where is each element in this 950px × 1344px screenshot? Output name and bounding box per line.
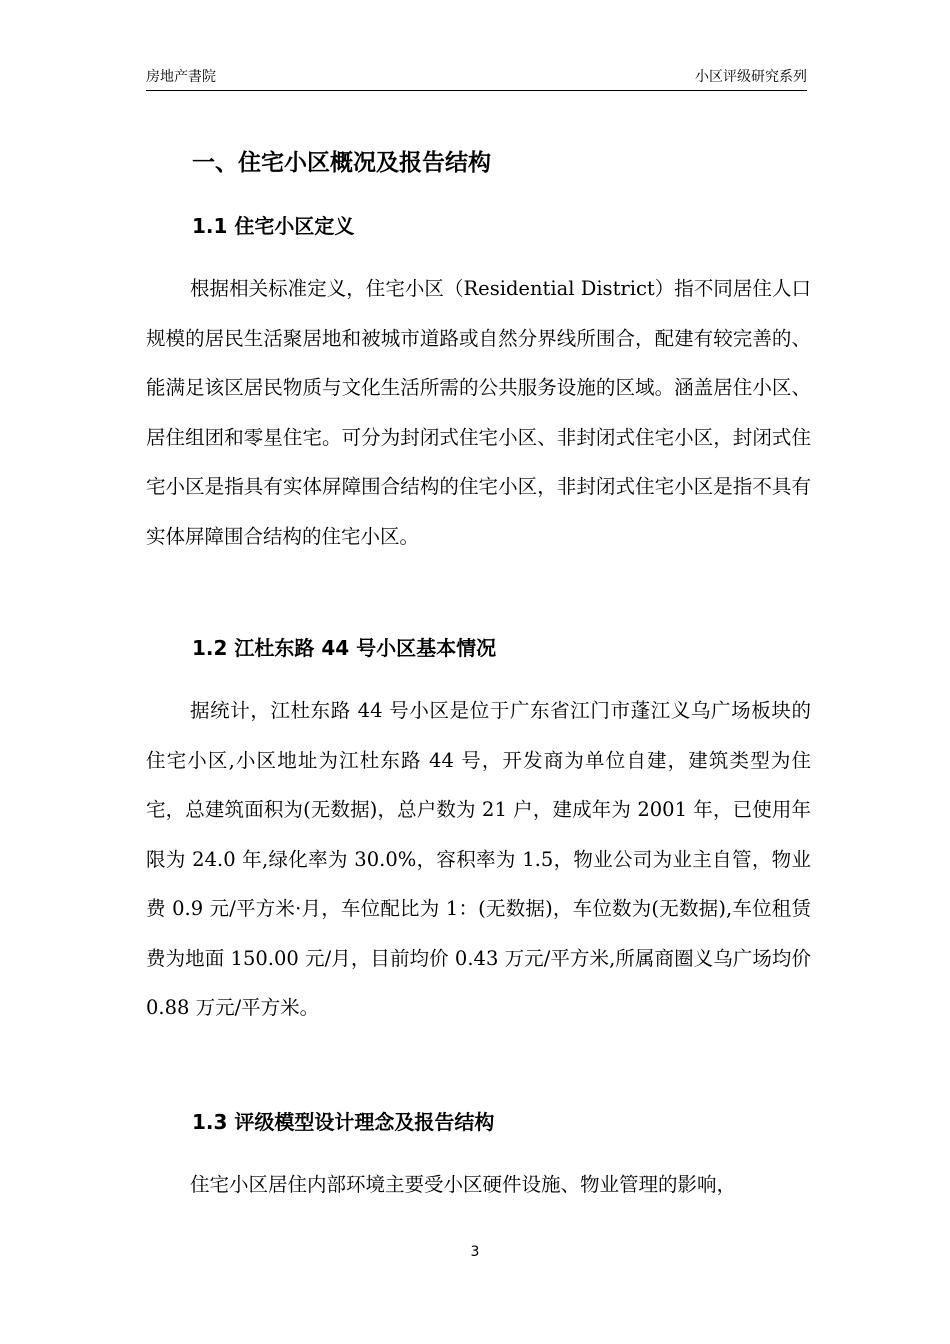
section-paragraph-1-2: 据统计，江杜东路 44 号小区是位于广东省江门市蓬江义乌广场板块的住宅小区,小区地址为江杜东路 44 号，开发商为单位自建，建筑类型为住宅，总建筑面积为(无数据)，总户数为 21 户，建成年为 2001 年，已使用年限为 24.0 年,绿化率为 30.0%，容积率为 1.5，物业公司为业主自管，物业费 0.9 元/平方米·月，车位配比为 1：(无数据)，车位数为(无数据),车位租赁费为地面 150.00 元/月，目前均价 0.43 万元/平方米,所属商圈义乌广场均价 0.88 万元/平方米。 (146, 699, 811, 1019)
page-number: 3 (470, 1244, 480, 1260)
page-header (146, 66, 807, 91)
section-paragraph-1-1: 根据相关标准定义，住宅小区（Residential District）指不同居住人口规模的居民生活聚居地和被城市道路或自然分界线所围合，配建有较完善的、能满足该区居民物质与文化生活所需的公共服务设施的区域。涵盖居住小区、居住组团和零星住宅。可分为封闭式住宅小区、非封闭式住宅小区，封闭式住宅小区是指具有实体屏障围合结构的住宅小区，非封闭式住宅小区是指不具有实体屏障围合结构的住宅小区。 (146, 277, 811, 548)
section-title-1-1: 1.1 住宅小区定义 (192, 214, 355, 238)
section-title-1-3: 1.3 评级模型设计理念及报告结构 (192, 1110, 495, 1134)
chapter-title: 一、住宅小区概况及报告结构 (192, 150, 491, 176)
header-series-title: 小区评级研究系列 (695, 69, 807, 85)
header-publisher: 房地产書院 (146, 69, 216, 85)
section-paragraph-1-3: 住宅小区居住内部环境主要受小区硬件设施、物业管理的影响， (190, 1173, 737, 1196)
section-title-1-2: 1.2 江杜东路 44 号小区基本情况 (192, 636, 497, 660)
